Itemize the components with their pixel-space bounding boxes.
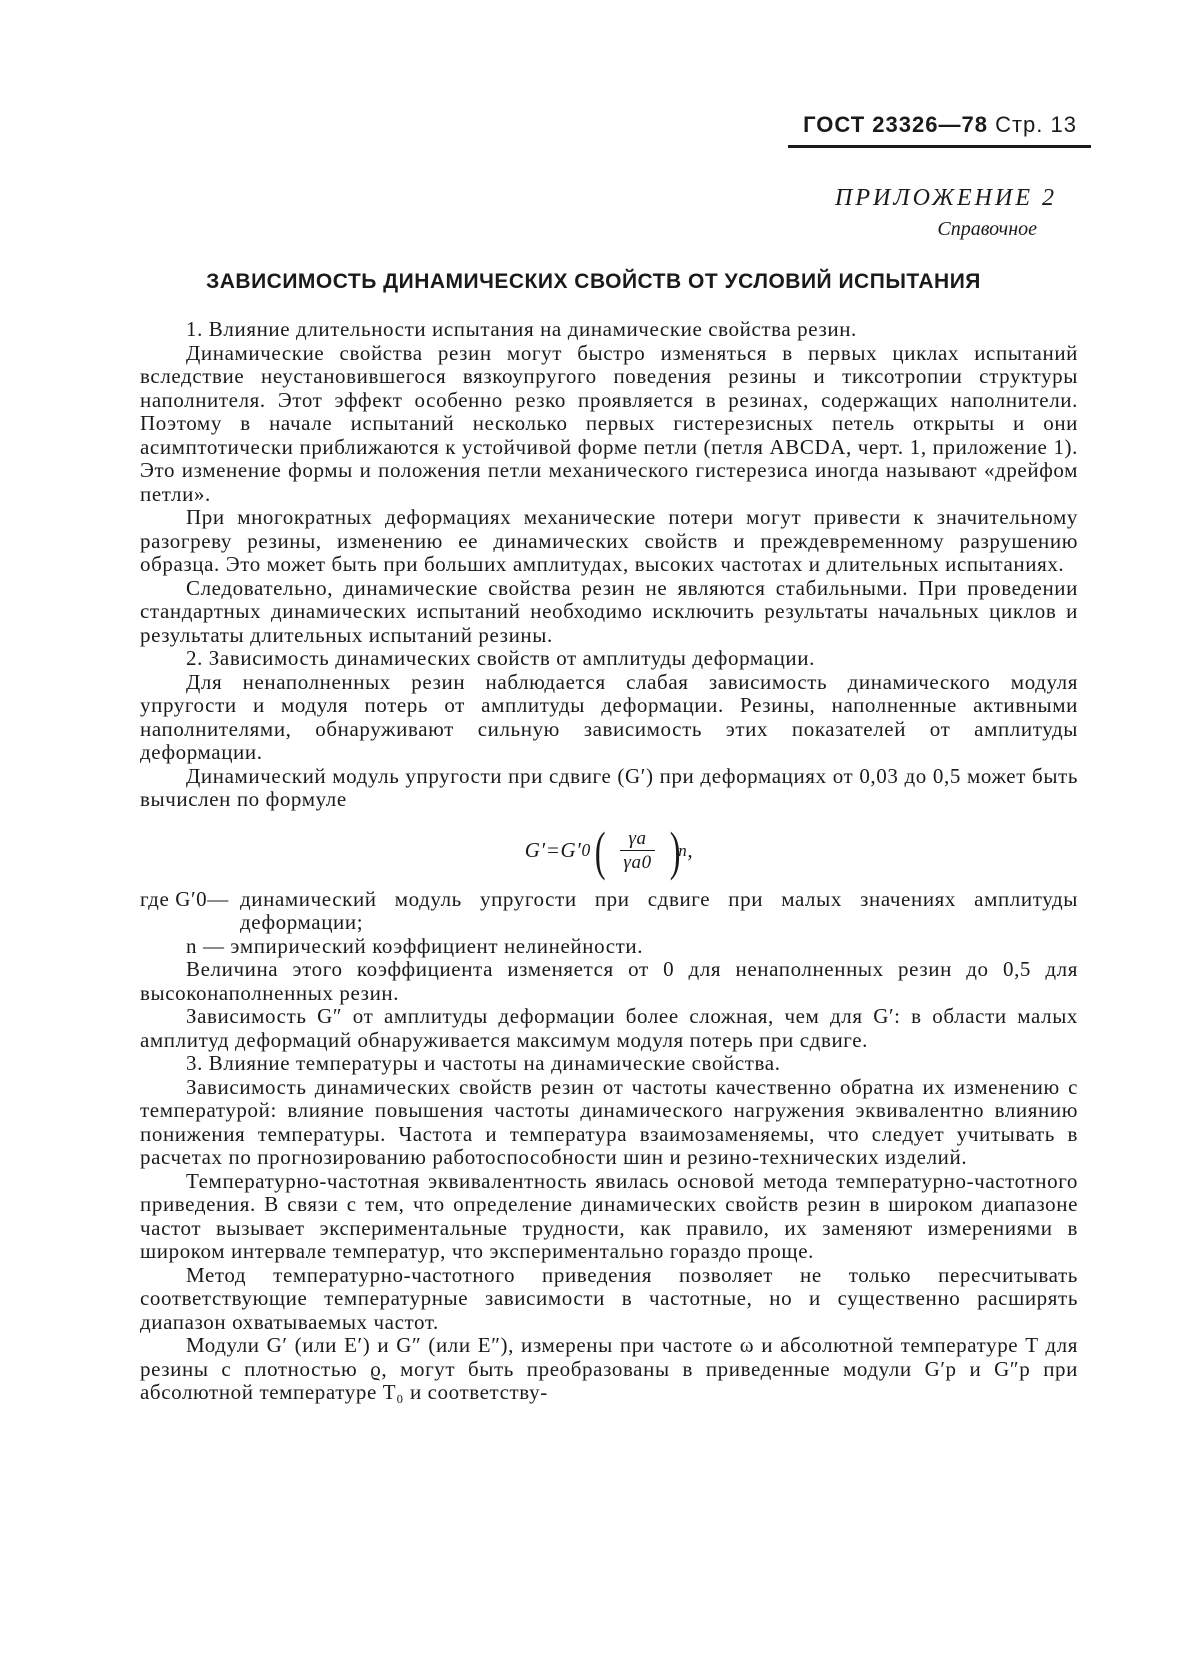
formula-lhs: G′=G′ xyxy=(524,837,582,862)
formula-denominator: γa0 xyxy=(623,852,652,873)
definition-g0 xyxy=(140,888,1078,935)
body-text xyxy=(140,318,1078,1405)
appendix-subtitle: Справочное xyxy=(937,218,1037,240)
paragraph: Зависимость G″ от амплитуды деформации более сложная, чем для G′: в области малых амплитуд деформаций обнаруживается максимум модуля потерь при сдвиге. xyxy=(140,1004,1078,1052)
page-header xyxy=(803,112,1077,138)
formula-fraction xyxy=(615,827,659,875)
paragraph: Следовательно, динамические свойства резин не являются стабильными. При проведении стандартных динамических испытаний необходимо исключить результаты начальных циклов и результаты длительных испытаний резины. xyxy=(140,575,1078,647)
formula xyxy=(140,818,1078,884)
formula-trail: , xyxy=(687,837,694,862)
paragraph: Для ненаполненных резин наблюдается слабая зависимость динамического модуля упругости и модуля потерь от амплитуды деформации. Резины, наполненные активными наполнителями, обнаруживают сильную зависимость этих показателей от амплитуды деформации. xyxy=(140,669,1078,764)
definition-text: динамический модуль упругости при сдвиге при малых значениях амплитуды деформации; xyxy=(240,886,1078,934)
definition-label: где G′0— xyxy=(140,886,229,911)
formula-numerator: γa xyxy=(620,827,654,852)
paragraph: Динамические свойства резин могут быстро изменяться в первых циклах испытаний вследствие неустановившегося вязкоупругого поведения резины и тиксотропии структуры наполнителя. Этот эффект особенно резко проявляется в резинах, содержащих наполнители. Поэтому в начале испытаний несколько первых гистерезисных петель открыты и они асимптотически приближаются к устойчивой форме петли (петля ABCDA, черт. 1, приложение 1). Это изменение формы и положения петли механического гистерезиса иногда называют «дрейфом петли». xyxy=(140,340,1078,506)
paragraph: Зависимость динамических свойств резин от частоты качественно обратна их изменению с температурой: влияние повышения частоты динамического нагружения эквивалентно влиянию понижения температуры. Частота и температура взаимозаменяемы, что следует учитывать в расчетах по прогнозированию работоспособности шин и резино-технических изделий. xyxy=(140,1074,1078,1169)
paragraph: Температурно-частотная эквивалентность явилась основой метода температурно-частотного приведения. В связи с тем, что определение динамических свойств резин в широком диапазоне частот вызывает экспериментальные трудности, как правило, их заменяют измерениями в широком интервале температур, что экспериментально гораздо проще. xyxy=(140,1168,1078,1263)
standard-number: ГОСТ 23326—78 xyxy=(803,112,988,137)
left-paren: ( xyxy=(594,820,606,881)
section-title: ЗАВИСИМОСТЬ ДИНАМИЧЕСКИХ СВОЙСТВ ОТ УСЛОВИЙ ИСПЫТАНИЯ xyxy=(206,270,981,293)
paragraph: Модули G′ (или E′) и G″ (или E″), измерены при частоте ω и абсолютной температуре T для резины с плотностью ϱ, могут быть преобразованы в приведенные модули G′p и G″p при абсолютной температуре T₀ и соответству- xyxy=(140,1333,1078,1404)
paragraph: Динамический модуль упругости при сдвиге (G′) при деформациях от 0,03 до 0,5 может быть вычислен по формуле xyxy=(140,763,1078,811)
formula-subscript: 0 xyxy=(581,839,591,860)
appendix-title: ПРИЛОЖЕНИЕ 2 xyxy=(835,185,1057,211)
paragraph: Величина этого коэффициента изменяется от 0 для ненаполненных резин до 0,5 для высоконаполненных резин. xyxy=(140,957,1078,1005)
paragraph: Метод температурно-частотного приведения позволяет не только пересчитывать соответствующие температурные зависимости в частотные, но и существенно расширять диапазон охватываемых частот. xyxy=(140,1262,1078,1334)
header-rule xyxy=(788,145,1091,148)
paragraph: При многократных деформациях механические потери могут привести к значительному разогреву резины, изменению ее динамических свойств и преждевременному разрушению образца. Это может быть при больших амплитудах, высоких частотах и длительных испытаниях. xyxy=(140,505,1078,576)
paragraph: 3. Влияние температуры и частоты на динамические свойства. xyxy=(186,1051,781,1075)
page-number: Стр. 13 xyxy=(995,112,1077,137)
paragraph: 1. Влияние длительности испытания на динамические свойства резин. xyxy=(186,317,857,341)
right-paren: ) xyxy=(669,820,681,881)
formula-power: n xyxy=(678,840,688,860)
paragraph: 2. Зависимость динамических свойств от амплитуды деформации. xyxy=(186,646,815,670)
definition-n: n — эмпирический коэффициент нелинейности. xyxy=(186,933,644,958)
